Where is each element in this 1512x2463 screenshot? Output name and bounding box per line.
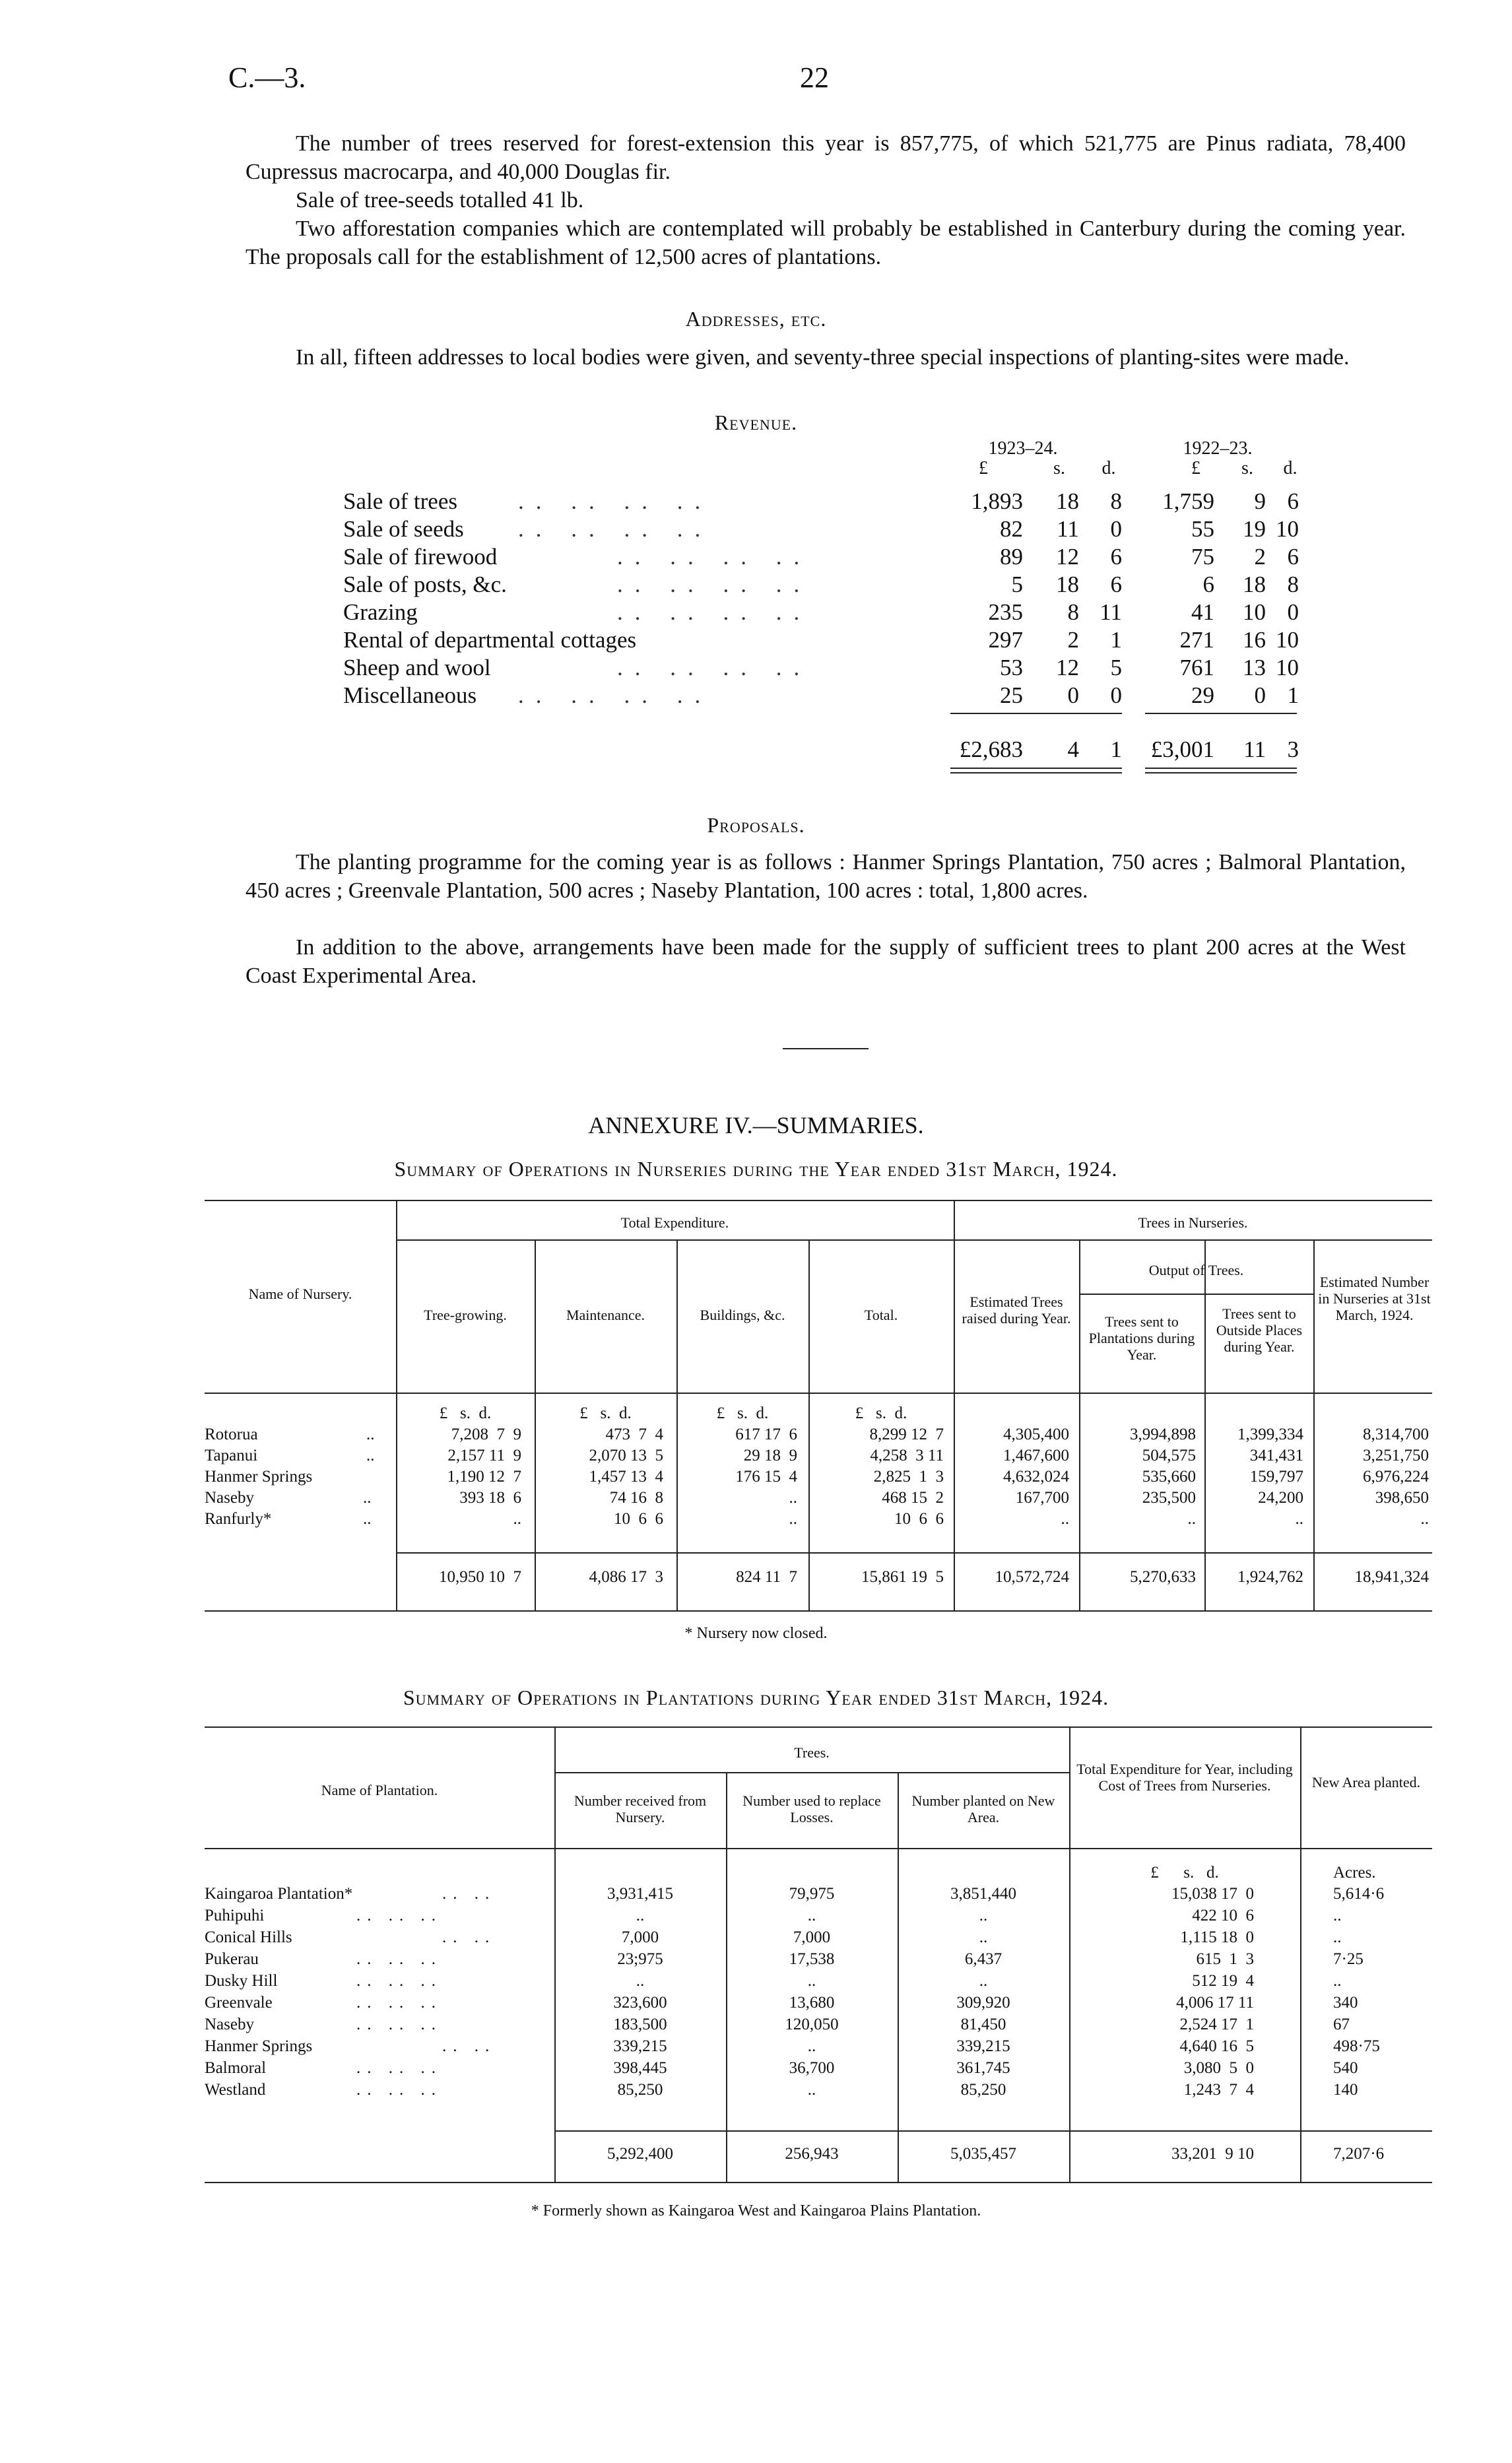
nursery-total-cell: 1,924,762 xyxy=(1237,1568,1303,1586)
revenue-heading: Revenue. xyxy=(714,410,798,434)
nursery-cell: 4,258 3 11 xyxy=(870,1447,944,1464)
nursery-col-divider xyxy=(1313,1239,1315,1610)
proposals-heading: Proposals. xyxy=(707,813,805,837)
revenue-unit-b: £ xyxy=(1191,458,1200,478)
plant-total-planted: 5,035,457 xyxy=(950,2145,1016,2163)
nursery-row-name: Ranfurly* xyxy=(205,1510,272,1528)
revenue-value-1923: 18 xyxy=(1056,488,1079,514)
nursery-cell: 29 18 9 xyxy=(743,1447,797,1464)
plant-cell-received: 398,445 xyxy=(613,2059,667,2077)
nursery-total-cell: 15,861 19 5 xyxy=(861,1568,944,1586)
plant-cell-received: 23;975 xyxy=(617,1950,663,1968)
intro-paragraph-2: Sale of tree-seeds totalled 41 lb. xyxy=(296,188,584,213)
nursery-cell: 3,251,750 xyxy=(1363,1447,1429,1464)
nursery-cell: 341,431 xyxy=(1249,1447,1303,1464)
plant-row-name: Naseby xyxy=(205,2016,254,2033)
plant-col-divider xyxy=(1300,1726,1301,2182)
nursery-cell: 24,200 xyxy=(1258,1489,1303,1507)
plant-cell-received: 339,215 xyxy=(613,2037,667,2055)
revenue-row-label: Sale of seeds xyxy=(343,516,464,542)
nursery-header-maintenance: Maintenance. xyxy=(566,1307,645,1323)
plant-cell-received: 183,500 xyxy=(613,2016,667,2033)
page-number: 22 xyxy=(800,61,829,94)
plant-leader-dots: .. .. .. xyxy=(356,2081,442,2099)
nursery-leader-dots: .. xyxy=(363,1489,372,1507)
nursery-header-buildings: Buildings, &c. xyxy=(700,1307,785,1323)
nursery-cell: 167,700 xyxy=(1015,1489,1069,1507)
revenue-value-1923: 12 xyxy=(1056,655,1079,680)
nursery-cell: 176 15 4 xyxy=(735,1468,797,1486)
revenue-value-1922: 1 xyxy=(1287,682,1299,708)
nursery-col-divider xyxy=(808,1239,810,1610)
nursery-total-cell: 4,086 17 3 xyxy=(589,1568,663,1586)
plant-row-name: Conical Hills xyxy=(205,1928,292,1946)
revenue-value-1922: 19 xyxy=(1243,516,1266,542)
plant-leader-dots: .. .. .. xyxy=(356,1994,442,2012)
nursery-rule-subhead xyxy=(396,1239,954,1241)
revenue-value-1923: 2 xyxy=(1067,627,1079,653)
proposals-paragraph-1: The planting programme for the coming year is as follows : Hanmer Springs Plantation, 750 acres ; Balmoral Plantation, 450 acres ; Greenvale Plantation, 500 acres ; Naseby Plantation, 100 acres : total, 1,800 acres. xyxy=(246,850,1406,903)
plant-rule-subhead xyxy=(554,1772,1069,1773)
intro-paragraph-1: The number of trees reserved for forest-extension this year is 857,775, of which 521,775 are Pinus radiata, 78,400 Cupressus macrocarpa, and 40,000 Douglas fir. xyxy=(246,131,1406,184)
revenue-row-label: Sale of trees xyxy=(343,488,457,514)
plant-cell-replace: .. xyxy=(807,1972,816,1990)
nursery-table-title: Summary of Operations in Nurseries during the Year ended 31st March, 1924. xyxy=(394,1157,1118,1181)
nursery-cell: 159,797 xyxy=(1249,1468,1303,1486)
nursery-cell: 1,457 13 4 xyxy=(589,1468,663,1486)
nursery-cell: 2,825 1 3 xyxy=(873,1468,944,1486)
plant-leader-dots: .. .. .. xyxy=(356,1950,442,1968)
nursery-header-tree-growing: Tree-growing. xyxy=(424,1307,507,1323)
plant-cell-replace: .. xyxy=(807,1907,816,1924)
revenue-value-1923: 0 xyxy=(1067,682,1079,708)
revenue-row-label: Sale of firewood xyxy=(343,544,498,570)
revenue-leader-dots: .. .. .. .. xyxy=(617,572,812,597)
nursery-cell: 3,994,898 xyxy=(1130,1426,1196,1443)
plant-cell-replace: .. xyxy=(807,2081,816,2099)
nursery-cell: 617 17 6 xyxy=(735,1426,797,1443)
revenue-value-1923: 1,893 xyxy=(971,488,1023,514)
plant-leader-dots: .. .. xyxy=(442,2037,496,2055)
plant-cell-new-area: 67 xyxy=(1333,2016,1350,2033)
report-reference: C.—3. xyxy=(228,61,306,94)
plant-leader-dots: .. .. .. xyxy=(356,2059,442,2077)
revenue-value-1923: 11 xyxy=(1057,516,1079,542)
plant-leader-dots: .. .. .. xyxy=(356,1972,442,1990)
revenue-value-1923: 5 xyxy=(1110,655,1122,680)
revenue-leader-dots: .. .. .. .. xyxy=(518,488,713,514)
revenue-rule-top-a xyxy=(950,713,1122,714)
plant-cell-new-area: 540 xyxy=(1333,2059,1358,2077)
revenue-value-1923: 25 xyxy=(1000,682,1023,708)
plant-cell-received: 85,250 xyxy=(617,2081,663,2099)
plant-row-name: Balmoral xyxy=(205,2059,267,2077)
plant-cell-received: .. xyxy=(636,1972,645,1990)
nursery-cell: 7,208 7 9 xyxy=(451,1426,521,1443)
revenue-rule-bottom-a xyxy=(950,768,1122,769)
plant-row-name: Greenvale xyxy=(205,1994,273,2012)
plant-header-received: Number received from Nursery. xyxy=(574,1792,707,1825)
nursery-cell: 235,500 xyxy=(1142,1489,1196,1507)
revenue-value-1922: 41 xyxy=(1191,599,1214,625)
plant-total-new-area: 7,207·6 xyxy=(1333,2145,1385,2163)
nursery-total-cell: 5,270,633 xyxy=(1130,1568,1196,1586)
plant-row-name: Kaingaroa Plantation* xyxy=(205,1885,353,1903)
revenue-leader-dots: .. .. .. .. xyxy=(518,516,713,542)
nursery-rule-top xyxy=(205,1200,1432,1201)
revenue-value-1923: 8 xyxy=(1110,488,1122,514)
nursery-units-label: £ s. d. xyxy=(855,1404,907,1422)
revenue-year-1923: 1923–24. xyxy=(988,438,1058,459)
nursery-header-estimated-number: Estimated Number in Nurseries at 31st March, 1924. xyxy=(1318,1274,1431,1323)
revenue-unit-a: d. xyxy=(1101,458,1116,478)
revenue-unit-b: d. xyxy=(1283,458,1298,478)
nursery-cell: .. xyxy=(1295,1510,1303,1528)
nursery-header-name: Name of Nursery. xyxy=(248,1286,352,1302)
revenue-value-1922: 761 xyxy=(1179,655,1214,680)
nursery-units-label: £ s. d. xyxy=(716,1404,769,1422)
nursery-col-divider xyxy=(535,1239,536,1610)
nursery-rule-total xyxy=(396,1552,1432,1554)
plant-cell-total-exp: 3,080 5 0 xyxy=(1183,2059,1254,2077)
revenue-unit-b: s. xyxy=(1241,458,1253,478)
nursery-col-divider xyxy=(1079,1239,1080,1610)
plant-cell-planted: .. xyxy=(979,1928,988,1946)
nursery-total-cell: 10,572,724 xyxy=(995,1568,1069,1586)
revenue-value-1923: 82 xyxy=(1000,516,1023,542)
nursery-cell: 10 6 6 xyxy=(894,1510,944,1528)
plant-cell-new-area: .. xyxy=(1333,1972,1342,1990)
plant-cell-planted: .. xyxy=(979,1972,988,1990)
nursery-cell: 468 15 2 xyxy=(882,1489,944,1507)
plant-col-divider xyxy=(1069,1726,1070,2182)
revenue-value-1922: 6 xyxy=(1287,544,1299,570)
plant-rule-top xyxy=(205,1726,1432,1728)
revenue-value-1923: 8 xyxy=(1067,599,1079,625)
nursery-cell: 473 7 4 xyxy=(605,1426,663,1443)
section-divider xyxy=(783,1048,869,1049)
nursery-row-name: Tapanui xyxy=(205,1447,258,1464)
addresses-heading: Addresses, etc. xyxy=(685,307,827,331)
nursery-leader-dots: .. xyxy=(363,1510,372,1528)
plant-cell-planted: .. xyxy=(979,1907,988,1924)
nursery-total-cell: 18,941,324 xyxy=(1354,1568,1429,1586)
plant-header-total-exp: Total Expenditure for Year, including Cost of Trees from Nurseries. xyxy=(1076,1761,1293,1794)
revenue-value-1923: 5 xyxy=(1011,572,1023,597)
plant-cell-planted: 81,450 xyxy=(960,2016,1006,2033)
revenue-value-1922: 10 xyxy=(1243,599,1266,625)
revenue-value-1922: 55 xyxy=(1191,516,1214,542)
plant-cell-total-exp: 2,524 17 1 xyxy=(1179,2016,1254,2033)
revenue-leader-dots: .. .. .. .. xyxy=(617,544,812,570)
nursery-footnote: * Nursery now closed. xyxy=(684,1625,828,1642)
revenue-value-1923: 53 xyxy=(1000,655,1023,680)
nursery-leader-dots: .. xyxy=(366,1447,375,1464)
nursery-total-cell: 10,950 10 7 xyxy=(439,1568,521,1586)
nursery-cell: .. xyxy=(1061,1510,1069,1528)
nursery-header-estimated-raised: Estimated Trees raised during Year. xyxy=(962,1294,1071,1327)
plant-cell-new-area: 5,614·6 xyxy=(1333,1885,1385,1903)
revenue-value-1922: 18 xyxy=(1243,572,1266,597)
nursery-cell: 6,976,224 xyxy=(1363,1468,1429,1486)
plant-total-replace: 256,943 xyxy=(785,2145,839,2163)
annexure-title: ANNEXURE IV.—SUMMARIES. xyxy=(588,1112,924,1138)
nursery-row-name: Hanmer Springs xyxy=(205,1468,313,1486)
nursery-cell: .. xyxy=(1420,1510,1429,1528)
plant-leader-dots: .. .. .. xyxy=(356,2016,442,2033)
revenue-value-1923: 1 xyxy=(1110,627,1122,653)
plant-cell-new-area: 140 xyxy=(1333,2081,1358,2099)
plant-cell-new-area: 498·75 xyxy=(1333,2037,1380,2055)
revenue-rule-bottom-b xyxy=(1145,768,1297,769)
revenue-leader-dots: .. .. .. .. xyxy=(617,655,812,680)
plant-cell-planted: 3,851,440 xyxy=(950,1885,1016,1903)
nursery-header-total: Total. xyxy=(864,1307,898,1323)
nursery-cell: 4,632,024 xyxy=(1003,1468,1069,1486)
plant-header-trees: Trees. xyxy=(794,1744,830,1761)
revenue-value-1922: 0 xyxy=(1254,682,1266,708)
revenue-value-1923: 0 xyxy=(1110,682,1122,708)
plant-cell-total-exp: 422 10 6 xyxy=(1192,1907,1254,1924)
nursery-cell: .. xyxy=(789,1510,797,1528)
nursery-cell: 2,157 11 9 xyxy=(447,1447,521,1464)
plant-cell-total-exp: 4,006 17 11 xyxy=(1176,1994,1254,2012)
revenue-total-1923: 1 xyxy=(1110,737,1122,762)
nursery-header-sent-outside: Trees sent to Outside Places during Year. xyxy=(1216,1305,1303,1355)
plant-cell-planted: 85,250 xyxy=(960,2081,1006,2099)
revenue-total-1922: £3,001 xyxy=(1150,737,1214,762)
plant-row-name: Hanmer Springs xyxy=(205,2037,313,2055)
revenue-value-1923: 297 xyxy=(988,627,1023,653)
nursery-cell: 1,190 12 7 xyxy=(447,1468,521,1486)
nursery-cell: .. xyxy=(789,1489,797,1507)
plant-header-planted: Number planted on New Area. xyxy=(911,1792,1055,1825)
revenue-value-1922: 6 xyxy=(1287,488,1299,514)
plant-cell-planted: 361,745 xyxy=(956,2059,1010,2077)
plant-cell-new-area: .. xyxy=(1333,1907,1342,1924)
revenue-value-1922: 9 xyxy=(1254,488,1266,514)
plant-row-name: Westland xyxy=(205,2081,266,2099)
revenue-row-label: Rental of departmental cottages xyxy=(343,627,637,653)
revenue-row-label: Sheep and wool xyxy=(343,655,491,680)
plant-header-replace: Number used to replace Losses. xyxy=(742,1792,881,1825)
plant-cell-planted: 309,920 xyxy=(956,1994,1010,2012)
nursery-cell: 504,575 xyxy=(1142,1447,1196,1464)
revenue-value-1923: 18 xyxy=(1056,572,1079,597)
revenue-value-1922: 6 xyxy=(1202,572,1214,597)
revenue-value-1922: 13 xyxy=(1243,655,1266,680)
plant-units-acres: Acres. xyxy=(1333,1864,1376,1882)
plant-cell-total-exp: 1,115 18 0 xyxy=(1180,1928,1254,1946)
revenue-value-1922: 10 xyxy=(1276,627,1299,653)
plant-header-new-area: New Area planted. xyxy=(1311,1774,1421,1790)
revenue-year-1922: 1922–23. xyxy=(1183,438,1253,459)
plant-cell-planted: 339,215 xyxy=(956,2037,1010,2055)
addresses-paragraph: In all, fifteen addresses to local bodies were given, and seventy-three special inspections of planting-sites were made. xyxy=(296,345,1350,370)
revenue-value-1923: 12 xyxy=(1056,544,1079,570)
plant-rule-header-bottom xyxy=(205,1848,1432,1849)
nursery-rule-header-bottom xyxy=(205,1393,1432,1394)
nursery-cell: 2,070 13 5 xyxy=(589,1447,663,1464)
plant-cell-received: .. xyxy=(636,1907,645,1924)
revenue-value-1923: 6 xyxy=(1110,544,1122,570)
plant-cell-replace: 17,538 xyxy=(789,1950,835,1968)
revenue-value-1923: 6 xyxy=(1110,572,1122,597)
revenue-total-1923: 4 xyxy=(1067,737,1079,762)
revenue-total-1922: 3 xyxy=(1287,737,1299,762)
nursery-header-trees-in: Trees in Nurseries. xyxy=(1138,1214,1248,1231)
nursery-rule-bottom xyxy=(205,1610,1432,1612)
revenue-value-1923: 235 xyxy=(988,599,1023,625)
intro-paragraph-3: Two afforestation companies which are contemplated will probably be established in Canterbury during the coming year. The proposals call for the establishment of 12,500 acres of plantations. xyxy=(246,216,1406,269)
plant-leader-dots: .. .. .. xyxy=(356,1907,442,1924)
plant-row-name: Puhipuhi xyxy=(205,1907,265,1924)
nursery-header-sent-plantations: Trees sent to Plantations during Year. xyxy=(1088,1313,1195,1363)
nursery-cell: .. xyxy=(513,1510,521,1528)
nursery-cell: 8,299 12 7 xyxy=(869,1426,944,1443)
plant-cell-replace: 13,680 xyxy=(789,1994,835,2012)
revenue-rule-top-b xyxy=(1145,713,1297,714)
nursery-units-label: £ s. d. xyxy=(579,1404,632,1422)
plant-units-money: £ s. d. xyxy=(1150,1864,1219,1882)
plant-cell-new-area: 340 xyxy=(1333,1994,1358,2012)
revenue-value-1923: 89 xyxy=(1000,544,1023,570)
revenue-row-label: Sale of posts, &c. xyxy=(343,572,507,597)
nursery-cell: 1,399,334 xyxy=(1237,1426,1303,1443)
nursery-cell: 393 18 6 xyxy=(459,1489,521,1507)
revenue-value-1922: 0 xyxy=(1287,599,1299,625)
revenue-leader-dots: .. .. .. .. xyxy=(518,682,713,708)
nursery-header-total-expenditure: Total Expenditure. xyxy=(620,1214,729,1231)
revenue-rule-bottom-a2 xyxy=(950,772,1122,773)
nursery-row-name: Rotorua xyxy=(205,1426,258,1443)
plant-cell-replace: .. xyxy=(807,2037,816,2055)
nursery-col-divider xyxy=(676,1239,678,1610)
revenue-total-1922: 11 xyxy=(1243,737,1266,762)
nursery-total-cell: 824 11 7 xyxy=(736,1568,797,1586)
plant-cell-total-exp: 1,243 7 4 xyxy=(1183,2081,1254,2099)
nursery-cell: 4,305,400 xyxy=(1003,1426,1069,1443)
plant-cell-replace: 79,975 xyxy=(789,1885,835,1903)
plant-cell-replace: 7,000 xyxy=(793,1928,831,1946)
nursery-header-output: Output of Trees. xyxy=(1148,1262,1244,1278)
plant-row-name: Pukerau xyxy=(205,1950,259,1968)
plant-cell-new-area: .. xyxy=(1333,1928,1342,1946)
plantation-table-title: Summary of Operations in Plantations during Year ended 31st March, 1924. xyxy=(403,1686,1109,1709)
revenue-value-1922: 29 xyxy=(1191,682,1214,708)
plant-cell-total-exp: 512 19 4 xyxy=(1192,1972,1254,1990)
revenue-leader-dots: .. .. .. .. xyxy=(617,599,812,625)
plant-total-total-exp: 33,201 9 10 xyxy=(1171,2145,1254,2163)
revenue-value-1922: 75 xyxy=(1191,544,1214,570)
nursery-col-divider xyxy=(954,1200,955,1610)
plant-total-received: 5,292,400 xyxy=(607,2145,673,2163)
nursery-cell: 10 6 6 xyxy=(614,1510,663,1528)
plant-cell-received: 323,600 xyxy=(613,1994,667,2012)
plant-cell-planted: 6,437 xyxy=(964,1950,1003,1968)
plant-rule-bottom xyxy=(205,2182,1432,2183)
nursery-leader-dots: .. xyxy=(366,1426,375,1443)
revenue-value-1922: 271 xyxy=(1179,627,1214,653)
revenue-value-1923: 0 xyxy=(1110,516,1122,542)
revenue-value-1922: 16 xyxy=(1243,627,1266,653)
plant-cell-new-area: 7·25 xyxy=(1333,1950,1364,1968)
revenue-row-label: Miscellaneous xyxy=(343,682,477,708)
plant-cell-total-exp: 4,640 16 5 xyxy=(1179,2037,1254,2055)
revenue-total-1923: £2,683 xyxy=(959,737,1023,762)
plant-cell-total-exp: 15,038 17 0 xyxy=(1171,1885,1254,1903)
plant-row-name: Dusky Hill xyxy=(205,1972,278,1990)
plant-cell-total-exp: 615 1 3 xyxy=(1196,1950,1254,1968)
revenue-value-1922: 10 xyxy=(1276,655,1299,680)
plantation-footnote: * Formerly shown as Kaingaroa West and Kaingaroa Plains Plantation. xyxy=(531,2202,981,2219)
nursery-cell: 8,314,700 xyxy=(1363,1426,1429,1443)
plant-header-name: Name of Plantation. xyxy=(321,1782,438,1798)
plant-cell-received: 7,000 xyxy=(621,1928,659,1946)
revenue-rule-bottom-b2 xyxy=(1145,772,1297,773)
nursery-rule-output xyxy=(1079,1294,1313,1295)
plant-cell-replace: 120,050 xyxy=(785,2016,839,2033)
plant-cell-received: 3,931,415 xyxy=(607,1885,673,1903)
revenue-row-label: Grazing xyxy=(343,599,418,625)
revenue-value-1922: 2 xyxy=(1254,544,1266,570)
nursery-cell: 535,660 xyxy=(1142,1468,1196,1486)
nursery-row-name: Naseby xyxy=(205,1489,254,1507)
revenue-value-1922: 8 xyxy=(1287,572,1299,597)
revenue-value-1922: 10 xyxy=(1276,516,1299,542)
revenue-value-1923: 11 xyxy=(1100,599,1122,625)
plant-leader-dots: .. .. xyxy=(442,1885,496,1903)
nursery-cell: 74 16 8 xyxy=(609,1489,663,1507)
revenue-unit-a: s. xyxy=(1053,458,1065,478)
revenue-unit-a: £ xyxy=(979,458,988,478)
plant-cell-replace: 36,700 xyxy=(789,2059,835,2077)
nursery-cell: 398,650 xyxy=(1375,1489,1429,1507)
nursery-units-label: £ s. d. xyxy=(439,1404,492,1422)
nursery-cell: .. xyxy=(1187,1510,1196,1528)
plant-leader-dots: .. .. xyxy=(442,1928,496,1946)
proposals-paragraph-2: In addition to the above, arrangements have been made for the supply of sufficient trees to plant 200 acres at the West Coast Experimental Area. xyxy=(246,935,1406,988)
revenue-value-1922: 1,759 xyxy=(1162,488,1214,514)
nursery-cell: 1,467,600 xyxy=(1003,1447,1069,1464)
nursery-rule-subhead-2 xyxy=(954,1239,1432,1241)
